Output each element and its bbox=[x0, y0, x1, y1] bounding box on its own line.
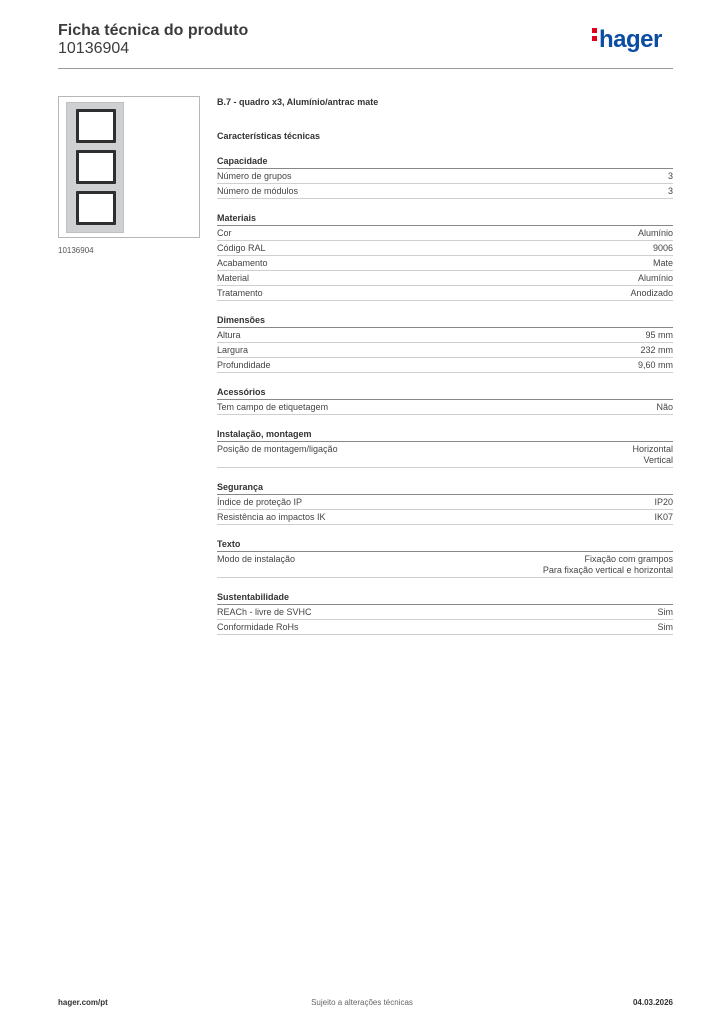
section-title: Dimensões bbox=[217, 314, 673, 328]
spec-value bbox=[640, 345, 673, 356]
spec-label: Índice de proteção IP bbox=[217, 497, 303, 507]
spec-label: REACh - livre de SVHC bbox=[217, 607, 312, 617]
spec-section bbox=[217, 155, 673, 199]
spec-value-line: 3 bbox=[667, 186, 673, 196]
spec-value bbox=[658, 607, 674, 618]
section-title: Acessórios bbox=[217, 386, 673, 400]
spec-value-line: Horizontal bbox=[632, 444, 673, 454]
spec-label: Material bbox=[217, 273, 250, 283]
section-title: Segurança bbox=[217, 481, 673, 495]
spec-value-line: Sim bbox=[657, 622, 673, 632]
image-caption: 10136904 bbox=[58, 246, 94, 255]
hager-logo[interactable] bbox=[592, 28, 662, 52]
spec-label: Acabamento bbox=[217, 258, 268, 268]
frame-x3-illustration bbox=[66, 102, 124, 233]
frame-opening-2 bbox=[76, 150, 116, 184]
spec-value-line: Não bbox=[656, 402, 673, 412]
spec-row bbox=[217, 605, 673, 620]
section-title: Sustentabilidade bbox=[217, 591, 673, 605]
footer-notice: Sujeito a alterações técnicas bbox=[311, 998, 413, 1007]
spec-row bbox=[217, 256, 673, 271]
spec-value-line: Para fixação vertical e horizontal bbox=[542, 565, 673, 575]
spec-value bbox=[638, 273, 673, 284]
spec-value bbox=[543, 554, 673, 576]
product-image bbox=[58, 96, 200, 238]
spec-value bbox=[632, 444, 673, 466]
spec-section bbox=[217, 591, 673, 635]
spec-value bbox=[656, 402, 673, 413]
spec-value bbox=[653, 258, 673, 269]
section-title: Materiais bbox=[217, 212, 673, 226]
section-title: Instalação, montagem bbox=[217, 428, 673, 442]
footer-date: 04.03.2026 bbox=[632, 998, 673, 1007]
spec-value bbox=[630, 288, 673, 299]
spec-section bbox=[217, 481, 673, 525]
footer-website-link[interactable]: hager.com/pt bbox=[58, 998, 108, 1007]
spec-row bbox=[217, 495, 673, 510]
spec-label: Profundidade bbox=[217, 360, 271, 370]
spec-section bbox=[217, 428, 673, 468]
spec-value bbox=[668, 171, 673, 182]
product-name: B.7 - quadro x3, Alumínio/antrac mate bbox=[217, 97, 379, 107]
spec-value-line: Fixação com grampos bbox=[584, 554, 673, 564]
spec-value bbox=[638, 228, 673, 239]
spec-label: Tratamento bbox=[217, 288, 263, 298]
frame-opening-3 bbox=[76, 191, 116, 225]
spec-value bbox=[658, 622, 674, 633]
spec-label: Posição de montagem/ligação bbox=[217, 444, 338, 454]
spec-value-line: Alumínio bbox=[637, 273, 673, 283]
spec-row bbox=[217, 226, 673, 241]
spec-value bbox=[653, 243, 673, 254]
spec-label: Altura bbox=[217, 330, 241, 340]
page-title: Ficha técnica do produto bbox=[58, 22, 249, 39]
spec-section bbox=[217, 386, 673, 415]
spec-row bbox=[217, 400, 673, 415]
spec-row bbox=[217, 358, 673, 373]
logo-text: hager bbox=[599, 26, 662, 53]
spec-label: Largura bbox=[217, 345, 249, 355]
spec-value bbox=[654, 497, 673, 508]
section-title: Capacidade bbox=[217, 155, 673, 169]
spec-label: Conformidade RoHs bbox=[217, 622, 299, 632]
spec-value-line: 95 mm bbox=[645, 330, 673, 340]
spec-content bbox=[217, 96, 673, 635]
spec-label: Modo de instalação bbox=[217, 554, 296, 564]
frame-opening-1 bbox=[76, 109, 116, 143]
spec-value-line: 3 bbox=[667, 171, 673, 181]
spec-row bbox=[217, 510, 673, 525]
spec-label: Tem campo de etiquetagem bbox=[217, 402, 329, 412]
spec-value-line: IK07 bbox=[654, 512, 673, 522]
spec-value-line: Alumínio bbox=[637, 228, 673, 238]
spec-label: Cor bbox=[217, 228, 232, 238]
spec-value-line: 232 mm bbox=[640, 345, 673, 355]
spec-row bbox=[217, 286, 673, 301]
spec-row bbox=[217, 328, 673, 343]
spec-label: Código RAL bbox=[217, 243, 266, 253]
product-code: 10136904 bbox=[58, 40, 130, 57]
tech-heading: Características técnicas bbox=[217, 131, 321, 141]
spec-row bbox=[217, 442, 673, 468]
spec-section bbox=[217, 314, 673, 373]
spec-section bbox=[217, 212, 673, 301]
spec-row bbox=[217, 343, 673, 358]
logo-dots-icon bbox=[592, 28, 597, 44]
spec-label: Número de grupos bbox=[217, 171, 292, 181]
spec-row bbox=[217, 271, 673, 286]
spec-value-line: IP20 bbox=[654, 497, 673, 507]
spec-row bbox=[217, 169, 673, 184]
spec-value bbox=[668, 186, 673, 197]
spec-value-line: Vertical bbox=[643, 455, 673, 465]
spec-row bbox=[217, 241, 673, 256]
spec-value-line: Mate bbox=[652, 258, 673, 268]
spec-value-line: 9,60 mm bbox=[637, 360, 673, 370]
spec-label: Resistência ao impactos IK bbox=[217, 512, 326, 522]
spec-value-line: Sim bbox=[657, 607, 673, 617]
spec-value bbox=[654, 512, 673, 523]
spec-section bbox=[217, 538, 673, 578]
spec-value-line: Anodizado bbox=[630, 288, 673, 298]
spec-row bbox=[217, 620, 673, 635]
spec-value-line: 9006 bbox=[652, 243, 673, 253]
spec-label: Número de módulos bbox=[217, 186, 299, 196]
spec-row bbox=[217, 552, 673, 578]
section-title: Texto bbox=[217, 538, 673, 552]
spec-value bbox=[645, 330, 673, 341]
spec-row bbox=[217, 184, 673, 199]
header-divider bbox=[58, 68, 673, 69]
spec-value bbox=[638, 360, 673, 371]
